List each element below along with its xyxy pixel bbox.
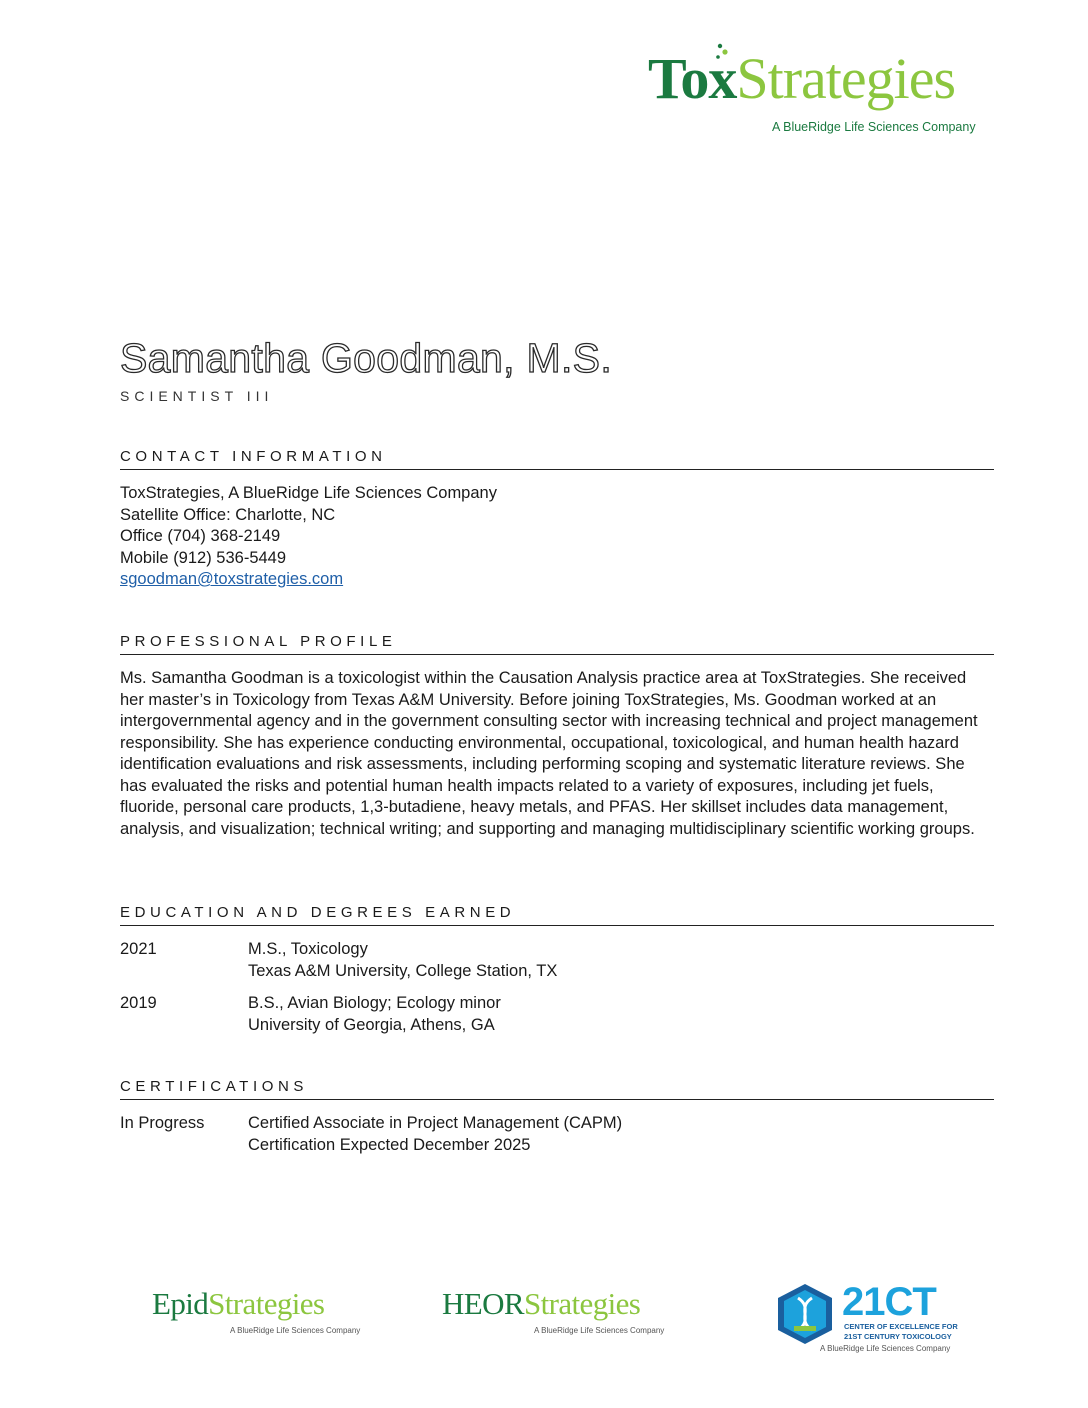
contact-email-link[interactable]: sgoodman@toxstrategies.com [120,570,344,588]
21ct-tagline: A BlueRidge Life Sciences Company [820,1344,951,1353]
heorstrategies-logo [442,1286,665,1348]
logo-tagline: A BlueRidge Life Sciences Company [772,120,976,134]
certification-status: In Progress [120,1114,205,1132]
education-degree: B.S., Avian Biology; Ecology minor [248,994,501,1012]
profile-text: Ms. Samantha Goodman is a toxicologist within the Causation Analysis practice area at ToxStrategies. She received her master’s in Toxicology from Texas A&M University. Before joining ToxStrategies, Ms. Goodman worked at an intergovernmental agency and in the government consulting sector with increasing technical and project management responsibility. She has experience conducting environmental, occupational, toxicological, and human health hazard identification evaluations and risk assessments, including performing scoping and systematic literature reviews. She has evaluated the risks and potential human health impacts related to a variety of exposures, including jet fuels, fluoride, personal care products, 1,3-butadiene, heavy metals, and PFAS. Her skillset includes data management, analysis, and visualization; technical writing; and supporting and managing multidisciplinary scientific working groups. [120,669,978,838]
certification-entry [120,1113,994,1157]
21ct-title: 21CT [842,1280,936,1324]
contact-office-phone: Office (704) 368-2149 [120,527,281,545]
education-year: 2019 [120,994,157,1012]
education-list [120,939,994,1037]
education-year: 2021 [120,940,157,958]
epid-text: Epid [152,1286,209,1321]
epid-tagline: A BlueRidge Life Sciences Company [230,1326,361,1335]
heor-text: HEOR [442,1286,524,1321]
epidstrategies-logo [152,1288,362,1348]
education-school: University of Georgia, Athens, GA [248,1015,495,1034]
contact-heading: CONTACT INFORMATION [120,448,994,470]
education-school: Texas A&M University, College Station, TX [248,961,558,980]
person-name: Samantha Goodman, M.S. [120,335,613,381]
contact-company: ToxStrategies, A BlueRidge Life Sciences Company [120,484,497,502]
dna-hexagon-icon [774,1282,836,1346]
profile-heading: PROFESSIONAL PROFILE [120,633,994,655]
education-entry [120,939,994,993]
logo-strategies-text: Strategies [736,46,956,111]
certifications-heading: CERTIFICATIONS [120,1078,994,1100]
education-degree: M.S., Toxicology [248,940,368,958]
logo-wordmark [648,46,956,111]
21ct-logo [774,1282,974,1354]
heor-tagline: A BlueRidge Life Sciences Company [534,1326,665,1335]
certification-name: Certified Associate in Project Management (CAPM) [248,1114,623,1132]
epid-strategies-text: Strategies [208,1286,325,1321]
heor-strategies-text: Strategies [524,1286,641,1321]
certification-detail: Certification Expected December 2025 [248,1135,531,1154]
certifications-list [120,1113,994,1157]
person-title: SCIENTIST III [120,388,274,404]
21ct-line1: CENTER OF EXCELLENCE FOR [844,1322,958,1331]
contact-mobile-phone: Mobile (912) 536-5449 [120,548,287,567]
education-entry [120,993,994,1037]
contact-block [120,483,994,591]
contact-office-location: Satellite Office: Charlotte, NC [120,505,336,524]
21ct-line2: 21ST CENTURY TOXICOLOGY [844,1332,952,1341]
education-heading: EDUCATION AND DEGREES EARNED [120,904,994,926]
toxstrategies-logo [640,42,1000,142]
logo-tox-text: Tox [648,46,737,111]
